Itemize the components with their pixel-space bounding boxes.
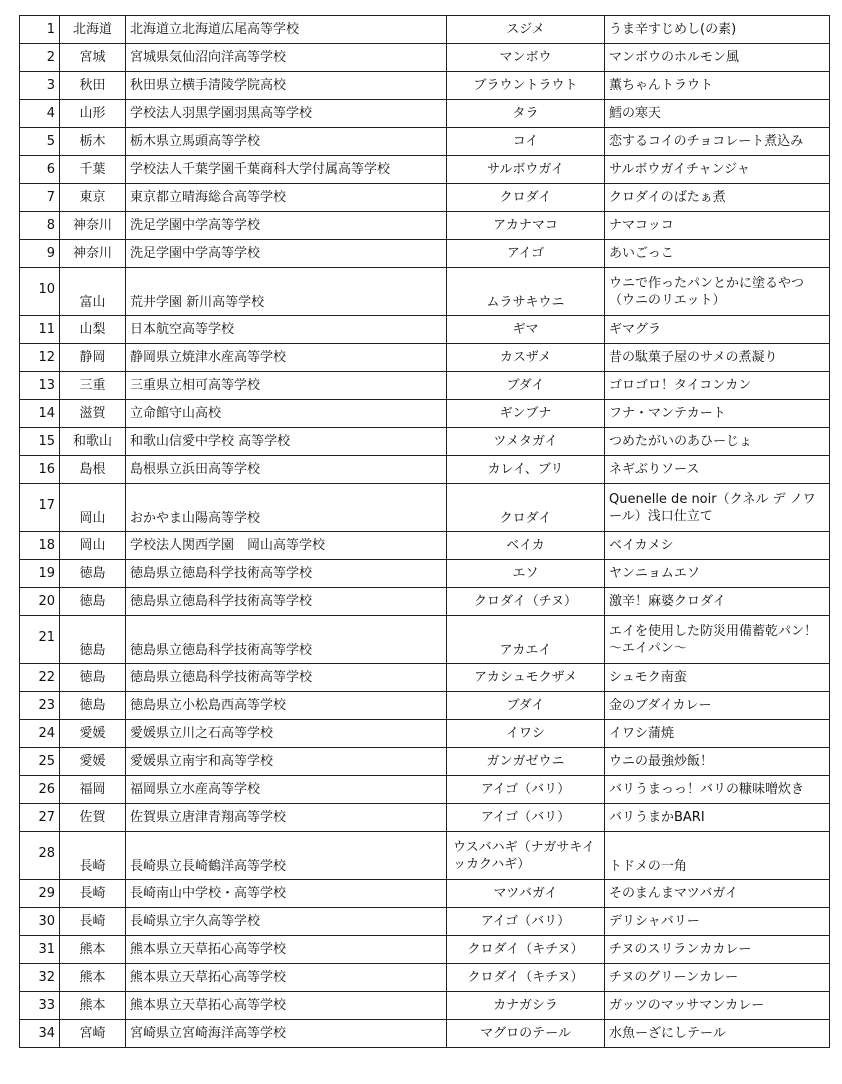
table-row: [20, 372, 830, 400]
entry-number: 20: [20, 588, 60, 616]
school-name: 長崎県立宇久高等学校: [126, 908, 447, 936]
dish-name: デリシャバリー: [605, 908, 830, 936]
fish-species: エソ: [447, 560, 605, 588]
dish-name: 激辛！麻婆クロダイ: [605, 588, 830, 616]
fish-species: クロダイ: [447, 184, 605, 212]
table-row: [20, 344, 830, 372]
prefecture: 滋賀: [60, 400, 126, 428]
dish-name: 恋するコイのチョコレート煮込み: [605, 128, 830, 156]
prefecture: 東京: [60, 184, 126, 212]
prefecture: 愛媛: [60, 748, 126, 776]
prefecture: 和歌山: [60, 428, 126, 456]
dish-name: 昔の駄菓子屋のサメの煮凝り: [605, 344, 830, 372]
school-name: 徳島県立小松島西高等学校: [126, 692, 447, 720]
prefecture: 徳島: [60, 560, 126, 588]
prefecture: 長崎: [60, 832, 126, 880]
entry-number: 24: [20, 720, 60, 748]
table-row: [20, 400, 830, 428]
table-row: [20, 184, 830, 212]
school-name: 宮崎県立宮崎海洋高等学校: [126, 1020, 447, 1048]
school-name: 学校法人千葉学園千葉商科大学付属高等学校: [126, 156, 447, 184]
school-name: 北海道立北海道広尾高等学校: [126, 16, 447, 44]
entry-number: 29: [20, 880, 60, 908]
school-name: 長崎南山中学校・高等学校: [126, 880, 447, 908]
entry-number: 1: [20, 16, 60, 44]
entry-number: 28: [20, 832, 60, 880]
table-row: [20, 992, 830, 1020]
fish-species: ガンガゼウニ: [447, 748, 605, 776]
fish-species: ベイカ: [447, 532, 605, 560]
entry-number: 19: [20, 560, 60, 588]
dish-name: チヌのスリランカカレー: [605, 936, 830, 964]
fish-species: アカエイ: [447, 616, 605, 664]
dish-name: クロダイのばたぁ煮: [605, 184, 830, 212]
school-name: 秋田県立横手清陵学院高校: [126, 72, 447, 100]
fish-species: ギマ: [447, 316, 605, 344]
school-name: 日本航空高等学校: [126, 316, 447, 344]
school-name: 立命館守山高校: [126, 400, 447, 428]
prefecture: 長崎: [60, 880, 126, 908]
table-row: [20, 964, 830, 992]
table-row: [20, 532, 830, 560]
fish-species: ツメタガイ: [447, 428, 605, 456]
dish-name: うま辛すじめし(の素): [605, 16, 830, 44]
entry-number: 22: [20, 664, 60, 692]
prefecture: 富山: [60, 268, 126, 316]
school-name: 東京都立晴海総合高等学校: [126, 184, 447, 212]
table-row: [20, 484, 830, 532]
school-name: 福岡県立水産高等学校: [126, 776, 447, 804]
prefecture: 山形: [60, 100, 126, 128]
dish-name: 金のブダイカレー: [605, 692, 830, 720]
entry-number: 31: [20, 936, 60, 964]
school-name: 学校法人関西学園 岡山高等学校: [126, 532, 447, 560]
dish-name: あいごっこ: [605, 240, 830, 268]
entry-number: 32: [20, 964, 60, 992]
school-name: 学校法人羽黒学園羽黒高等学校: [126, 100, 447, 128]
entry-number: 6: [20, 156, 60, 184]
prefecture: 熊本: [60, 936, 126, 964]
prefecture: 佐賀: [60, 804, 126, 832]
entry-number: 16: [20, 456, 60, 484]
dish-name: ベイカメシ: [605, 532, 830, 560]
fish-species: スジメ: [447, 16, 605, 44]
entry-number: 12: [20, 344, 60, 372]
school-name: 栃木県立馬頭高等学校: [126, 128, 447, 156]
dish-name: ウニで作ったパンとかに塗るやつ（ウニのリエット）: [605, 268, 830, 316]
dish-name: ギマグラ: [605, 316, 830, 344]
dish-name: シュモク南蛮: [605, 664, 830, 692]
table-row: [20, 16, 830, 44]
fish-species: マツバガイ: [447, 880, 605, 908]
school-name: 愛媛県立南宇和高等学校: [126, 748, 447, 776]
entry-number: 2: [20, 44, 60, 72]
entry-number: 15: [20, 428, 60, 456]
dish-name: 水魚ーざにしテール: [605, 1020, 830, 1048]
prefecture: 徳島: [60, 664, 126, 692]
table-row: [20, 560, 830, 588]
fish-species: アカシュモクザメ: [447, 664, 605, 692]
entry-number: 7: [20, 184, 60, 212]
fish-species: アイゴ: [447, 240, 605, 268]
prefecture: 神奈川: [60, 240, 126, 268]
dish-name: マンボウのホルモン風: [605, 44, 830, 72]
dish-name: ヤンニョムエソ: [605, 560, 830, 588]
table-row: [20, 908, 830, 936]
table-row: [20, 128, 830, 156]
fish-species: サルボウガイ: [447, 156, 605, 184]
fish-species: クロダイ（チヌ）: [447, 588, 605, 616]
fish-species: アカナマコ: [447, 212, 605, 240]
school-name: 熊本県立天草拓心高等学校: [126, 964, 447, 992]
fish-species: アイゴ（バリ）: [447, 776, 605, 804]
dish-name: バリうまかBARI: [605, 804, 830, 832]
dish-name: ネギぶりソース: [605, 456, 830, 484]
school-name: 徳島県立徳島科学技術高等学校: [126, 560, 447, 588]
school-name: 三重県立相可高等学校: [126, 372, 447, 400]
table-row: [20, 880, 830, 908]
table-row: [20, 720, 830, 748]
school-name: 洗足学園中学高等学校: [126, 240, 447, 268]
fish-species: ブダイ: [447, 692, 605, 720]
fish-species: カナガシラ: [447, 992, 605, 1020]
fish-species: アイゴ（バリ）: [447, 908, 605, 936]
school-name: 徳島県立徳島科学技術高等学校: [126, 616, 447, 664]
entry-number: 9: [20, 240, 60, 268]
entries-table-body: [20, 16, 830, 1048]
school-name: 愛媛県立川之石高等学校: [126, 720, 447, 748]
fish-species: イワシ: [447, 720, 605, 748]
entry-number: 11: [20, 316, 60, 344]
fish-species: ウスバハギ（ナガサキイッカクハギ）: [447, 832, 605, 880]
fish-species: コイ: [447, 128, 605, 156]
fish-species: ギンブナ: [447, 400, 605, 428]
table-row: [20, 240, 830, 268]
prefecture: 徳島: [60, 588, 126, 616]
table-row: [20, 776, 830, 804]
school-name: 荒井学園 新川高等学校: [126, 268, 447, 316]
table-row: [20, 44, 830, 72]
prefecture: 長崎: [60, 908, 126, 936]
table-row: [20, 156, 830, 184]
dish-name: ウニの最強炒飯！: [605, 748, 830, 776]
entry-number: 17: [20, 484, 60, 532]
entry-number: 14: [20, 400, 60, 428]
prefecture: 岡山: [60, 484, 126, 532]
fish-species: アイゴ（バリ）: [447, 804, 605, 832]
fish-species: カスザメ: [447, 344, 605, 372]
dish-name: サルボウガイチャンジャ: [605, 156, 830, 184]
table-row: [20, 692, 830, 720]
fish-species: カレイ、ブリ: [447, 456, 605, 484]
table-row: [20, 100, 830, 128]
fish-species: ブラウントラウト: [447, 72, 605, 100]
dish-name: イワシ蒲焼: [605, 720, 830, 748]
table-row: [20, 72, 830, 100]
table-row: [20, 212, 830, 240]
dish-name: フナ・マンテカート: [605, 400, 830, 428]
entry-number: 27: [20, 804, 60, 832]
entry-number: 33: [20, 992, 60, 1020]
dish-name: ゴロゴロ！タイコンカン: [605, 372, 830, 400]
table-row: [20, 588, 830, 616]
table-row: [20, 748, 830, 776]
entry-number: 8: [20, 212, 60, 240]
table-row: [20, 664, 830, 692]
fish-species: マンボウ: [447, 44, 605, 72]
school-name: 徳島県立徳島科学技術高等学校: [126, 664, 447, 692]
fish-species: タラ: [447, 100, 605, 128]
entry-number: 13: [20, 372, 60, 400]
prefecture: 徳島: [60, 692, 126, 720]
entry-number: 23: [20, 692, 60, 720]
school-name: 熊本県立天草拓心高等学校: [126, 992, 447, 1020]
table-row: [20, 268, 830, 316]
dish-name: Quenelle de noir（クネル デ ノワール）浅口仕立て: [605, 484, 830, 532]
school-name: 静岡県立焼津水産高等学校: [126, 344, 447, 372]
prefecture: 静岡: [60, 344, 126, 372]
dish-name: トドメの一角: [605, 832, 830, 880]
dish-name: エイを使用した防災用備蓄乾パン！～エイパン～: [605, 616, 830, 664]
school-name: 徳島県立徳島科学技術高等学校: [126, 588, 447, 616]
table-row: [20, 616, 830, 664]
prefecture: 福岡: [60, 776, 126, 804]
table-row: [20, 804, 830, 832]
dish-name: チヌのグリーンカレー: [605, 964, 830, 992]
dish-name: ガッツのマッサマンカレー: [605, 992, 830, 1020]
prefecture: 愛媛: [60, 720, 126, 748]
dish-name: 薫ちゃんトラウト: [605, 72, 830, 100]
fish-species: クロダイ（キチヌ）: [447, 964, 605, 992]
school-name: おかやま山陽高等学校: [126, 484, 447, 532]
prefecture: 徳島: [60, 616, 126, 664]
fish-species: ブダイ: [447, 372, 605, 400]
table-row: [20, 456, 830, 484]
dish-name: ナマコッコ: [605, 212, 830, 240]
entry-number: 30: [20, 908, 60, 936]
fish-species: マグロのテール: [447, 1020, 605, 1048]
dish-name: そのまんまマツバガイ: [605, 880, 830, 908]
entry-number: 21: [20, 616, 60, 664]
prefecture: 島根: [60, 456, 126, 484]
table-row: [20, 428, 830, 456]
table-row: [20, 936, 830, 964]
prefecture: 北海道: [60, 16, 126, 44]
fish-species: クロダイ: [447, 484, 605, 532]
prefecture: 千葉: [60, 156, 126, 184]
table-row: [20, 316, 830, 344]
dish-name: つめたがいのあひーじょ: [605, 428, 830, 456]
dish-name: バリうまっっ！バリの糠味噌炊き: [605, 776, 830, 804]
fish-species: ムラサキウニ: [447, 268, 605, 316]
prefecture: 三重: [60, 372, 126, 400]
prefecture: 熊本: [60, 964, 126, 992]
table-row: [20, 832, 830, 880]
prefecture: 秋田: [60, 72, 126, 100]
school-name: 熊本県立天草拓心高等学校: [126, 936, 447, 964]
entry-number: 26: [20, 776, 60, 804]
entry-number: 5: [20, 128, 60, 156]
prefecture: 宮城: [60, 44, 126, 72]
school-name: 佐賀県立唐津青翔高等学校: [126, 804, 447, 832]
school-name: 島根県立浜田高等学校: [126, 456, 447, 484]
prefecture: 岡山: [60, 532, 126, 560]
prefecture: 山梨: [60, 316, 126, 344]
school-name: 長崎県立長崎鶴洋高等学校: [126, 832, 447, 880]
prefecture: 神奈川: [60, 212, 126, 240]
dish-name: 鱈の寒天: [605, 100, 830, 128]
entry-number: 3: [20, 72, 60, 100]
prefecture: 栃木: [60, 128, 126, 156]
school-name: 宮城県気仙沼向洋高等学校: [126, 44, 447, 72]
prefecture: 宮崎: [60, 1020, 126, 1048]
entry-number: 34: [20, 1020, 60, 1048]
entry-number: 10: [20, 268, 60, 316]
table-row: [20, 1020, 830, 1048]
school-name: 和歌山信愛中学校 高等学校: [126, 428, 447, 456]
prefecture: 熊本: [60, 992, 126, 1020]
school-name: 洗足学園中学高等学校: [126, 212, 447, 240]
entry-number: 18: [20, 532, 60, 560]
entry-number: 4: [20, 100, 60, 128]
entries-table: [19, 15, 830, 1048]
entry-number: 25: [20, 748, 60, 776]
fish-species: クロダイ（キチヌ）: [447, 936, 605, 964]
